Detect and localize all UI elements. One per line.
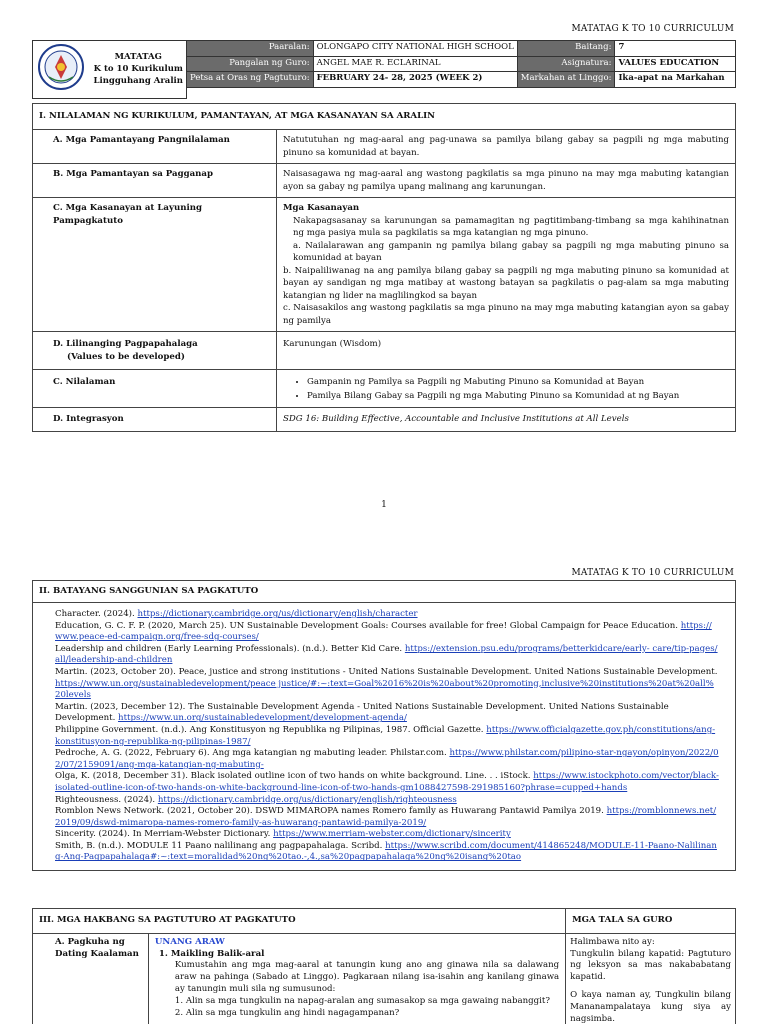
question-1: 1. Alin sa mga tungkulin na napag-aralan ang sumasakop sa mga gawaing nabanggit? xyxy=(174,995,550,1006)
competencies-heading: Mga Kasanayan xyxy=(283,203,360,213)
reference-link[interactable]: https://romblonnews.net/2019/09/dswd-mimaropa-names-romero-family-as-huwarang-pantawid-pamilya-2019/ xyxy=(55,806,717,828)
competencies-intro: Nakapagsasanay sa karunungan sa pamamagitan ng pagtitimbang-timbang sa mga kahihinatnan ng mga pasiya mula sa pagkilatis sa mga katangian ng mga pinuno. xyxy=(293,215,729,238)
content-item: • Pamilya Bilang Gabay sa Pagpili ng mga Mabuting Pinuno sa Komunidad at ng Bayan xyxy=(307,390,729,403)
reference-item: Martin. (2023, December 12). The Sustainable Development Agenda - United Nations Sustainable Development. United Nations Sustainable Development. https://www.un.org/sustainabledevelopment/development-agenda/ xyxy=(55,701,669,724)
content-item: • Gampanin ng Pamilya sa Pagpili ng Mabuting Pinuno sa Komunidad at Bayan xyxy=(307,376,729,389)
subject-value: VALUES EDUCATION xyxy=(615,56,736,72)
reference-item: Sincerity. (2024). In Merriam-Webster Dictionary. https://www.merriam-webster.com/dictionary/sincerity xyxy=(55,829,511,840)
section1-title: I. NILALAMAN NG KURIKULUM, PAMANTAYAN, AT MGA KASANAYAN SA ARALIN xyxy=(33,104,736,130)
reference-item: Philippine Government. (n.d.). Ang Konstitusyon ng Republika ng Pilipinas, 1987. Official Gazette. https://www.officialgazette.gov.ph/constitutions/ang-konstitusyon-ng-republika-ng-pilipinas-1987/ xyxy=(55,724,716,747)
subject-label: Asignatura: xyxy=(517,56,615,72)
teacher-label: Pangalan ng Guro: xyxy=(187,56,314,72)
content-list xyxy=(283,376,729,402)
note-line: Tungkulin bilang kapatid: Pagtuturo ng leksyon sa mas nakababatang kapatid. xyxy=(570,948,731,983)
competency-b: b. Naipaliliwanag na ang pamilya bilang gabay sa pagpili ng mga mabuting pinuno sa komunidad at bayan ay sandigan ng mga matibay at wastong batayan sa pagkilatis o pag-alam sa mga mabuting katangian ng lider na maglilingkod sa bayan xyxy=(283,265,729,301)
grade-label: Baitang: xyxy=(517,41,615,57)
values-sublabel: (Values to be developed) xyxy=(67,351,185,362)
reference-item: Romblon News Network. (2021, October 20). DSWD MIMAROPA names Romero family as Huwarang Pantawid Pamilya 2019. https://romblonnews.net/2019/09/dswd-mimaropa-names-romero-family-as-huwarang-pantawid-pamilya-2019/ xyxy=(55,806,717,828)
section2-table xyxy=(32,580,736,871)
reference-link[interactable]: https://www.merriam-webster.com/dictionary/sincerity xyxy=(273,829,511,840)
teacher-notes-title: MGA TALA SA GURO xyxy=(566,909,736,934)
competency-a: a. Nailalarawan ang gampanin ng pamilya bilang gabay sa pagpili ng mga mabuting pinuno sa komunidad at bayan xyxy=(293,240,729,263)
date-label: Petsa at Oras ng Pagtuturo: xyxy=(187,72,314,88)
reference-item: Education, G. C. F. P. (2020, March 25). UN Sustainable Development Goals: Courses available for free! Global Campaign for Peace Education. https://www.peace-ed-campaign.org/free-sdg-courses/ xyxy=(55,620,712,643)
values-text: Karunungan (Wisdom) xyxy=(277,332,736,370)
integration-text: SDG 16: Building Effective, Accountable and Inclusive Institutions at All Levels xyxy=(277,408,736,432)
competencies-cell xyxy=(277,198,736,332)
content-label: C. Nilalaman xyxy=(33,370,277,408)
step1-title: 1. Maikling Balik-aral xyxy=(158,948,265,959)
reference-link[interactable]: https://www.scribd.com/document/414865248/MODULE-11-Paano-Nalilinang-Ang-Pagpapahalaga#:~:text=moralidad%20ng%20tao.-,4.,sa%20pagpapahalaga%20ng%20isang%20tao xyxy=(55,840,717,863)
step1-text: Kumustahin ang mga mag-aaral at tanungin kung ano ang ginawa nila sa dalawang araw na pahinga (Sabado at Linggo). Pagkaraan nilang isa-isahin ang kanilang ginawa ay tanungin muli sila ng sumusunod: xyxy=(174,960,560,994)
section3-table xyxy=(32,908,736,1024)
brand-line1: MATATAG xyxy=(114,52,162,62)
lesson-header-table xyxy=(32,40,736,99)
page-number: 1 xyxy=(381,500,387,510)
section1-table xyxy=(32,103,736,432)
reference-item: Leadership and children (Early Learning Professionals). (n.d.). Better Kid Care. https://extension.psu.edu/programs/betterkidcare/early- care/tip-pages/all/leadership-and-children xyxy=(55,643,718,666)
content-standards-text: Natututuhan ng mag-aaral ang pag-unawa sa pamilya bilang gabay sa pagpili ng mga mabuting pinuno sa komunidad at bayan. xyxy=(277,130,736,164)
note-line: Halimbawa nito ay: xyxy=(570,936,655,947)
reference-link[interactable]: https://www.istockphoto.com/vector/black-isolated-outline-icon-of-two-hands-on-white-background-line-icon-of-two-hands-gm1088427598-291985160?phrase=cupped+hands xyxy=(55,771,719,793)
section3-title: III. MGA HAKBANG SA PAGTUTURO AT PAGKATUTO xyxy=(33,909,566,934)
references-cell xyxy=(33,603,736,871)
teacher-value: ANGEL MAE R. ECLARINAL xyxy=(313,56,517,72)
reference-link[interactable]: https://dictionary.cambridge.org/us/dictionary/english/righteousness xyxy=(157,794,457,805)
reference-link[interactable]: https://www.un.org/sustainabledevelopment/development-agenda/ xyxy=(118,713,407,724)
brand-line2: K to 10 Kurikulum xyxy=(93,64,183,74)
day-label: UNANG ARAW xyxy=(154,936,225,947)
integration-label: D. Integrasyon xyxy=(33,408,277,432)
deped-seal-icon xyxy=(37,43,85,91)
brand-line3: Lingguhang Aralin xyxy=(93,76,183,86)
quarter-label: Markahan at Linggo: xyxy=(517,72,615,88)
quarter-value: Ika-apat na Markahan xyxy=(615,72,736,88)
section2-title: II. BATAYANG SANGGUNIAN SA PAGKATUTO xyxy=(33,581,736,603)
date-value: FEBRUARY 24- 28, 2025 (WEEK 2) xyxy=(313,72,517,88)
reference-item: Righteousness. (2024). https://dictionary.cambridge.org/us/dictionary/english/righteousness xyxy=(55,794,457,805)
competencies-label xyxy=(33,198,277,332)
prior-knowledge-label: A. Pagkuha ng Dating Kaalaman xyxy=(33,933,149,1024)
reference-item: Character. (2024). https://dictionary.cambridge.org/us/dictionary/english/character xyxy=(55,609,418,619)
reference-link[interactable]: https://extension.psu.edu/programs/betterkidcare/early- care/tip-pages/all/leadership-and-children xyxy=(55,643,718,666)
competency-c: c. Naisasakilos ang wastong pagkilatis sa mga pinuno na may mga mabuting katangian ayon sa gabay ng pamilya xyxy=(283,303,729,326)
reference-item: Smith, B. (n.d.). MODULE 11 Paano nalilinang ang pagpapahalaga. Scribd. https://www.scribd.com/document/414865248/MODULE-11-Paano-Nalilinang-Ang-Pagpapahalaga#:~:text=moralidad%20ng%20tao.-,4.,sa%20pagpapahalaga%20ng%20isang%20tao xyxy=(55,840,717,863)
reference-item: Olga, K. (2018, December 31). Black isolated outline icon of two hands on white background. Line. . . iStock. https://www.istockphoto.com/vector/black-isolated-outline-icon-of-two-hands-on-white-background-line-icon-of-two-hands-gm1088427598-291985160?phrase=cupped+hands xyxy=(55,771,719,793)
curriculum-label-page2: MATATAG K TO 10 CURRICULUM xyxy=(571,568,734,578)
curriculum-label: MATATAG K TO 10 CURRICULUM xyxy=(571,24,734,34)
note-line: O kaya naman ay, Tungkulin bilang Mananampalataya kung siya ay nagsimba. xyxy=(570,989,731,1024)
content-standards-label: A. Mga Pamantayang Pangnilalaman xyxy=(33,130,277,164)
school-value: OLONGAPO CITY NATIONAL HIGH SCHOOL xyxy=(313,41,517,57)
competencies-label-text: C. Mga Kasanayan at Layuning Pampagkatuto xyxy=(53,203,202,226)
deped-seal xyxy=(33,41,91,99)
school-label: Paaralan: xyxy=(187,41,314,57)
performance-standards-label: B. Mga Pamantayan sa Pagganap xyxy=(33,164,277,198)
brand-block xyxy=(91,41,187,99)
reference-link[interactable]: https://www.officialgazette.gov.ph/constitutions/ang-konstitusyon-ng-republika-ng-pilipinas-1987/ xyxy=(55,724,716,747)
lesson-steps-cell xyxy=(148,933,565,1024)
performance-standards-text: Naisasagawa ng mag-aaral ang wastong pagkilatis sa mga pinuno na may mga mabuting katangian ayon sa gabay ng pamilya upang malinang ang karunungan. xyxy=(277,164,736,198)
teacher-notes-cell xyxy=(566,933,736,1024)
reference-link[interactable]: https://www.philstar.com/pilipino-star-ngayon/opinyon/2022/02/07/2159091/ang-mga-katangian-ng-mabuting- xyxy=(55,748,719,770)
reference-link[interactable]: https://www.un.org/sustainabledevelopment/peace justice/#:~:text=Goal%2016%20is%20about%20promoting,inclusive%20institutions%20at%20all%20levels xyxy=(55,678,714,701)
question-2: 2. Alin sa mga tungkulin ang hindi nagagampanan? xyxy=(174,1007,400,1018)
reference-item: Martin. (2023, October 20). Peace, justice and strong institutions - United Nations Sustainable Development. United Nations Sustainable Development. https://www.un.org/sustainabledevelopment/peace justice/#:~:text=Goal%2016%20is%20about%20promoting,inclusive%20institutions%20at%20all%20levels xyxy=(55,666,718,701)
reference-item: Pedroche, A. G. (2022, February 6). Ang mga katangian ng mabuting leader. Philstar.com. https://www.philstar.com/pilipino-star-ngayon/opinyon/2022/02/07/2159091/ang-mga-katangian-ng-mabuting- xyxy=(55,748,719,770)
content-cell xyxy=(277,370,736,408)
values-label xyxy=(33,332,277,370)
reference-link[interactable]: https://www.peace-ed-campaign.org/free-sdg-courses/ xyxy=(55,620,712,643)
values-label-text: D. Lilinanging Pagpapahalaga xyxy=(53,339,198,349)
grade-value: 7 xyxy=(615,41,736,57)
reference-link[interactable]: https://dictionary.cambridge.org/us/dictionary/english/character xyxy=(137,609,418,619)
